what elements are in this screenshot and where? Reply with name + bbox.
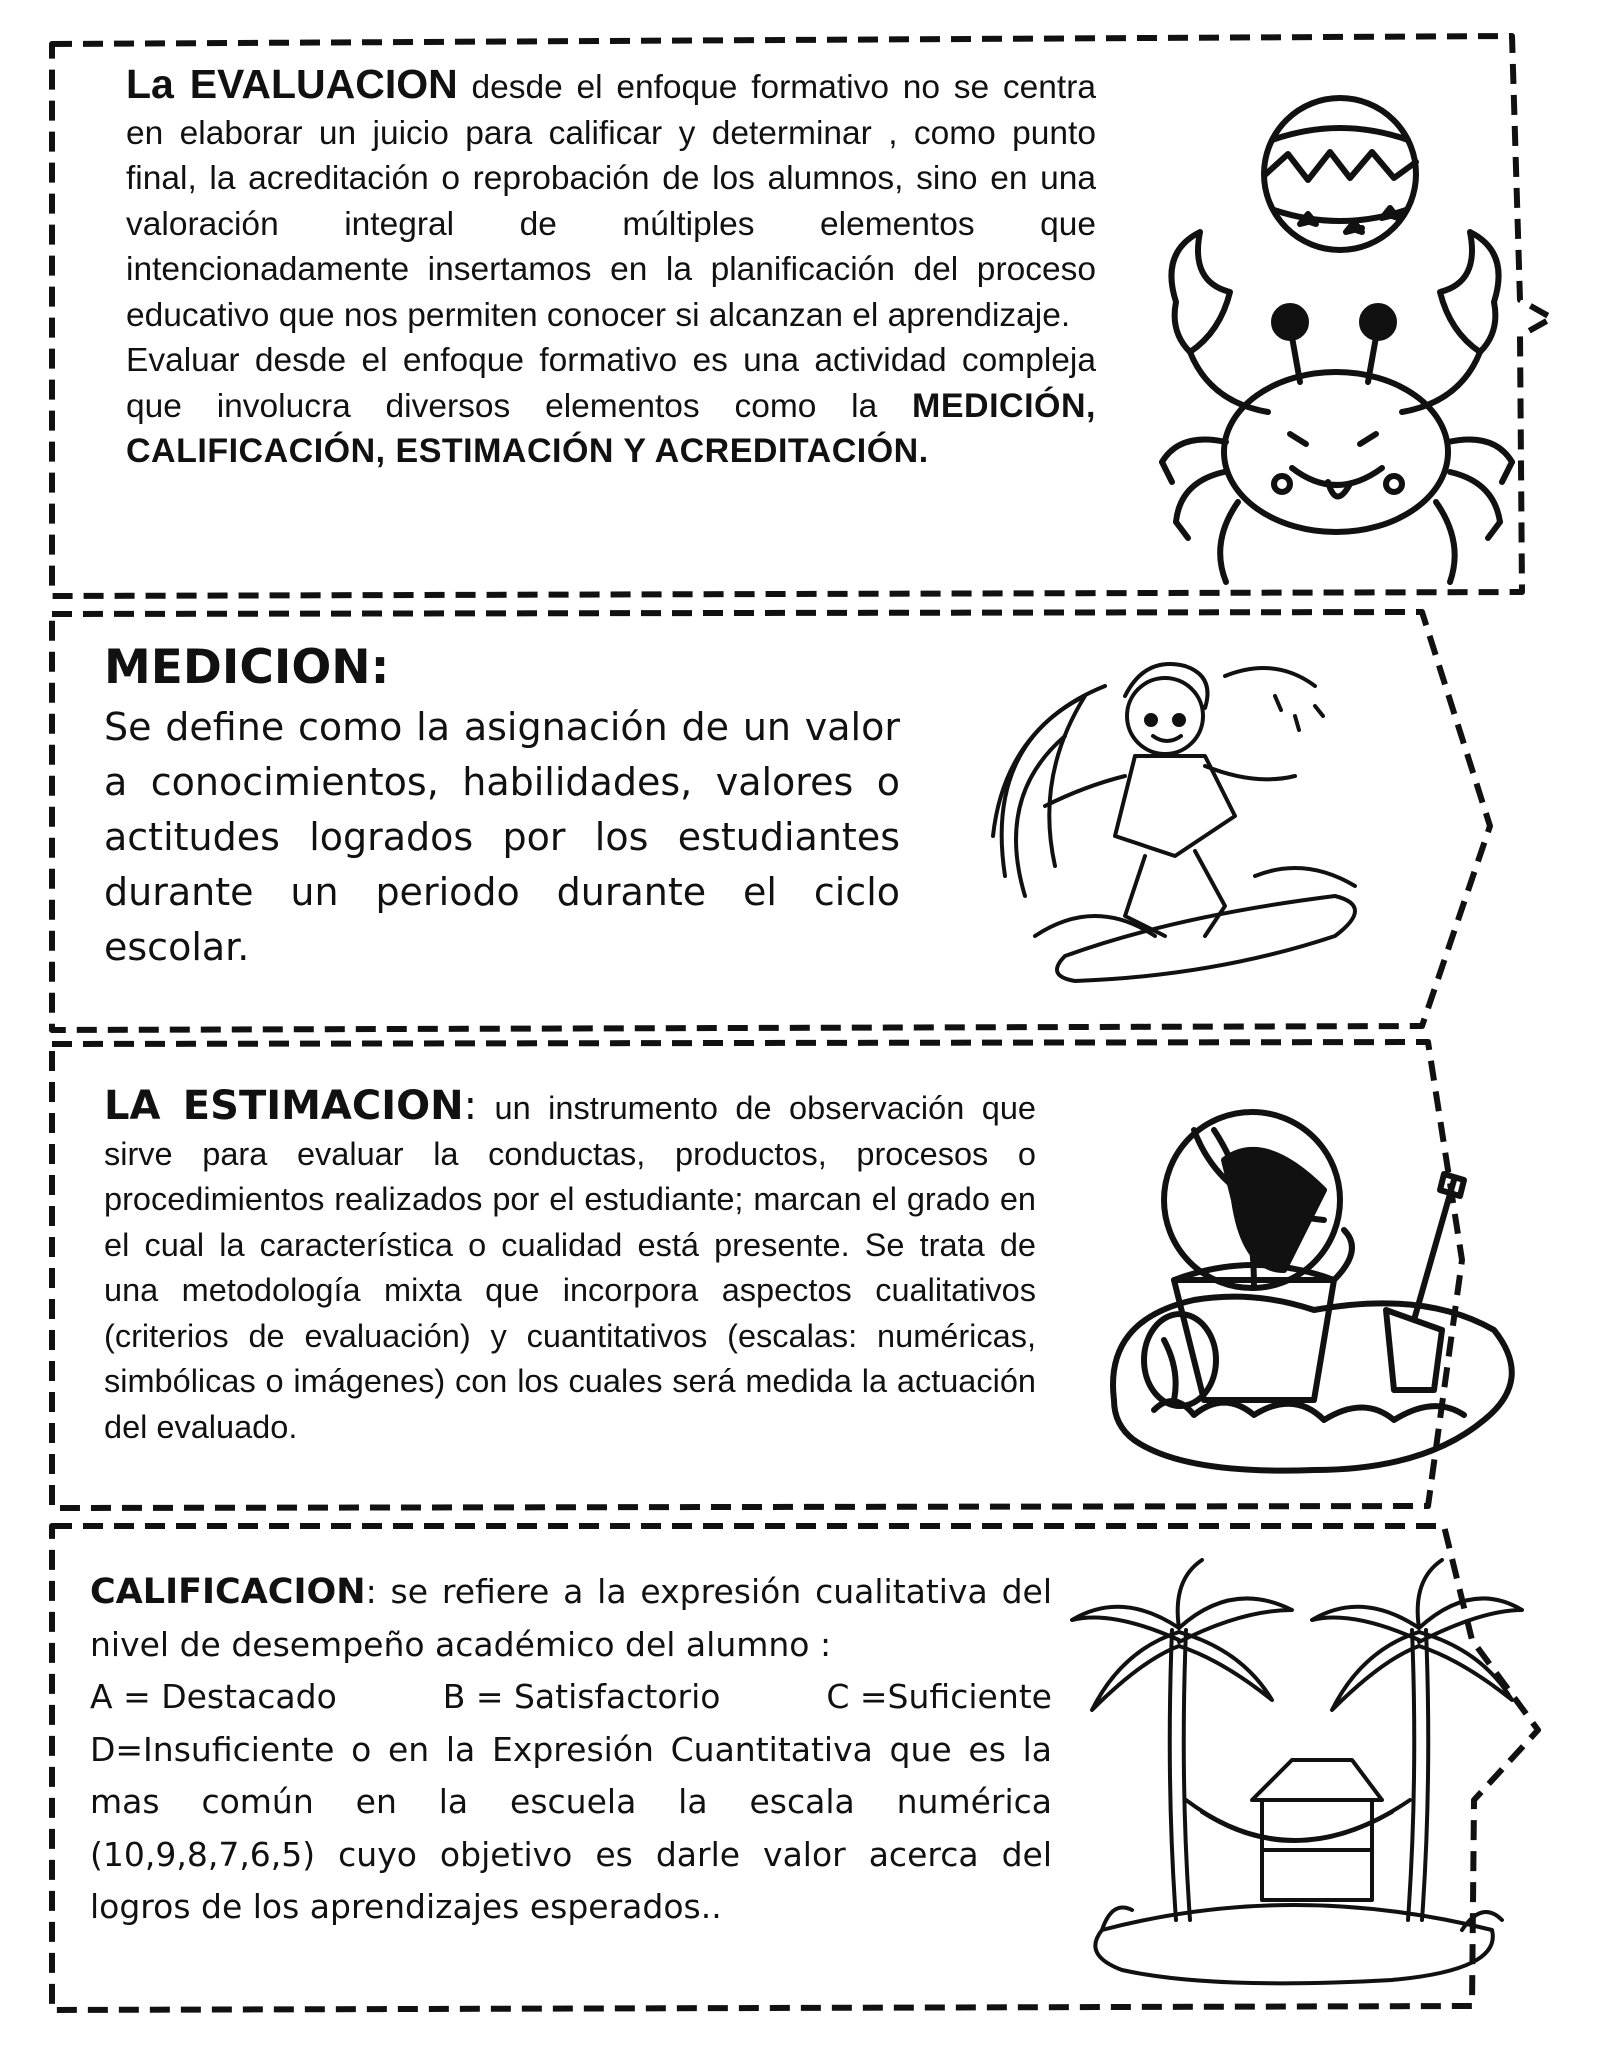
medicion-section: [104, 636, 900, 975]
medicion-body: Se define como la asignación de un valor a conocimientos, habilidades, valores o actitudes logrados por los estudiantes durante un periodo durante el ciclo escolar.: [104, 705, 900, 969]
grade-b: B = Satisfactorio: [442, 1677, 721, 1716]
medicion-heading: MEDICION:: [104, 640, 390, 695]
evaluacion-body: desde el enfoque formativo no se centra en elaborar un juicio para calificar y determinar , como punto final, la acreditación o reprobación de los alumnos, sino en una valoración integral de múltiples elementos que intencionadamente insertamos en la planificación del proceso educativo que nos permiten conocer si alcanzan el aprendizaje.: [126, 69, 1096, 334]
calificacion-section: [90, 1566, 1052, 1934]
evaluacion-body-2: Evaluar desde el enfoque formativo es una actividad compleja que involucra diversos elementos como la: [126, 342, 1096, 425]
calificacion-heading: CALIFICACION: [90, 1572, 366, 1612]
estimacion-body: un instrumento de observación que sirve para evaluar la conductas, productos, procesos o procedimientos realizados por el estudiante; marcan el grado en el cual la característica o cualidad está presente. Se trata de una metodología mixta que incorpora aspectos cualitativos (criterios de evaluación) y cuantitativos (escalas: numéricas, simbólicas o imágenes) con los cuales será medida la actuación del evaluado.: [104, 1090, 1036, 1445]
palm-island-hammock-icon: [1062, 1550, 1530, 1990]
evaluacion-terms: MEDICIÓN, CALIFICACIÓN, ESTIMACIÓN Y ACREDITACIÓN.: [126, 386, 1096, 470]
grade-scale: [90, 1671, 1052, 1724]
estimacion-heading: LA ESTIMACION: [104, 1083, 464, 1129]
grade-a: A = Destacado: [90, 1677, 337, 1716]
estimacion-heading-colon: :: [463, 1083, 478, 1129]
calificacion-body: D=Insuficiente o en la Expresión Cuantitativa que es la mas común en la escuela la escala numérica (10,9,8,7,6,5) cuyo objetivo es darle valor acerca del logros de los aprendizajes esperados..: [90, 1729, 1052, 1926]
crab-with-ball-icon: [1150, 82, 1530, 592]
calificacion-intro: : se refiere a la expresión cualitativa del nivel de desempeño académico del alumno :: [90, 1572, 1052, 1664]
evaluacion-section: [126, 62, 1096, 475]
beach-ball-bucket-icon: [1094, 1070, 1524, 1490]
estimacion-section: [104, 1084, 1036, 1450]
surfer-boy-icon: [975, 636, 1395, 1006]
grade-c: C =Suficiente: [826, 1677, 1052, 1716]
evaluacion-lead: La EVALUACION: [126, 61, 458, 107]
